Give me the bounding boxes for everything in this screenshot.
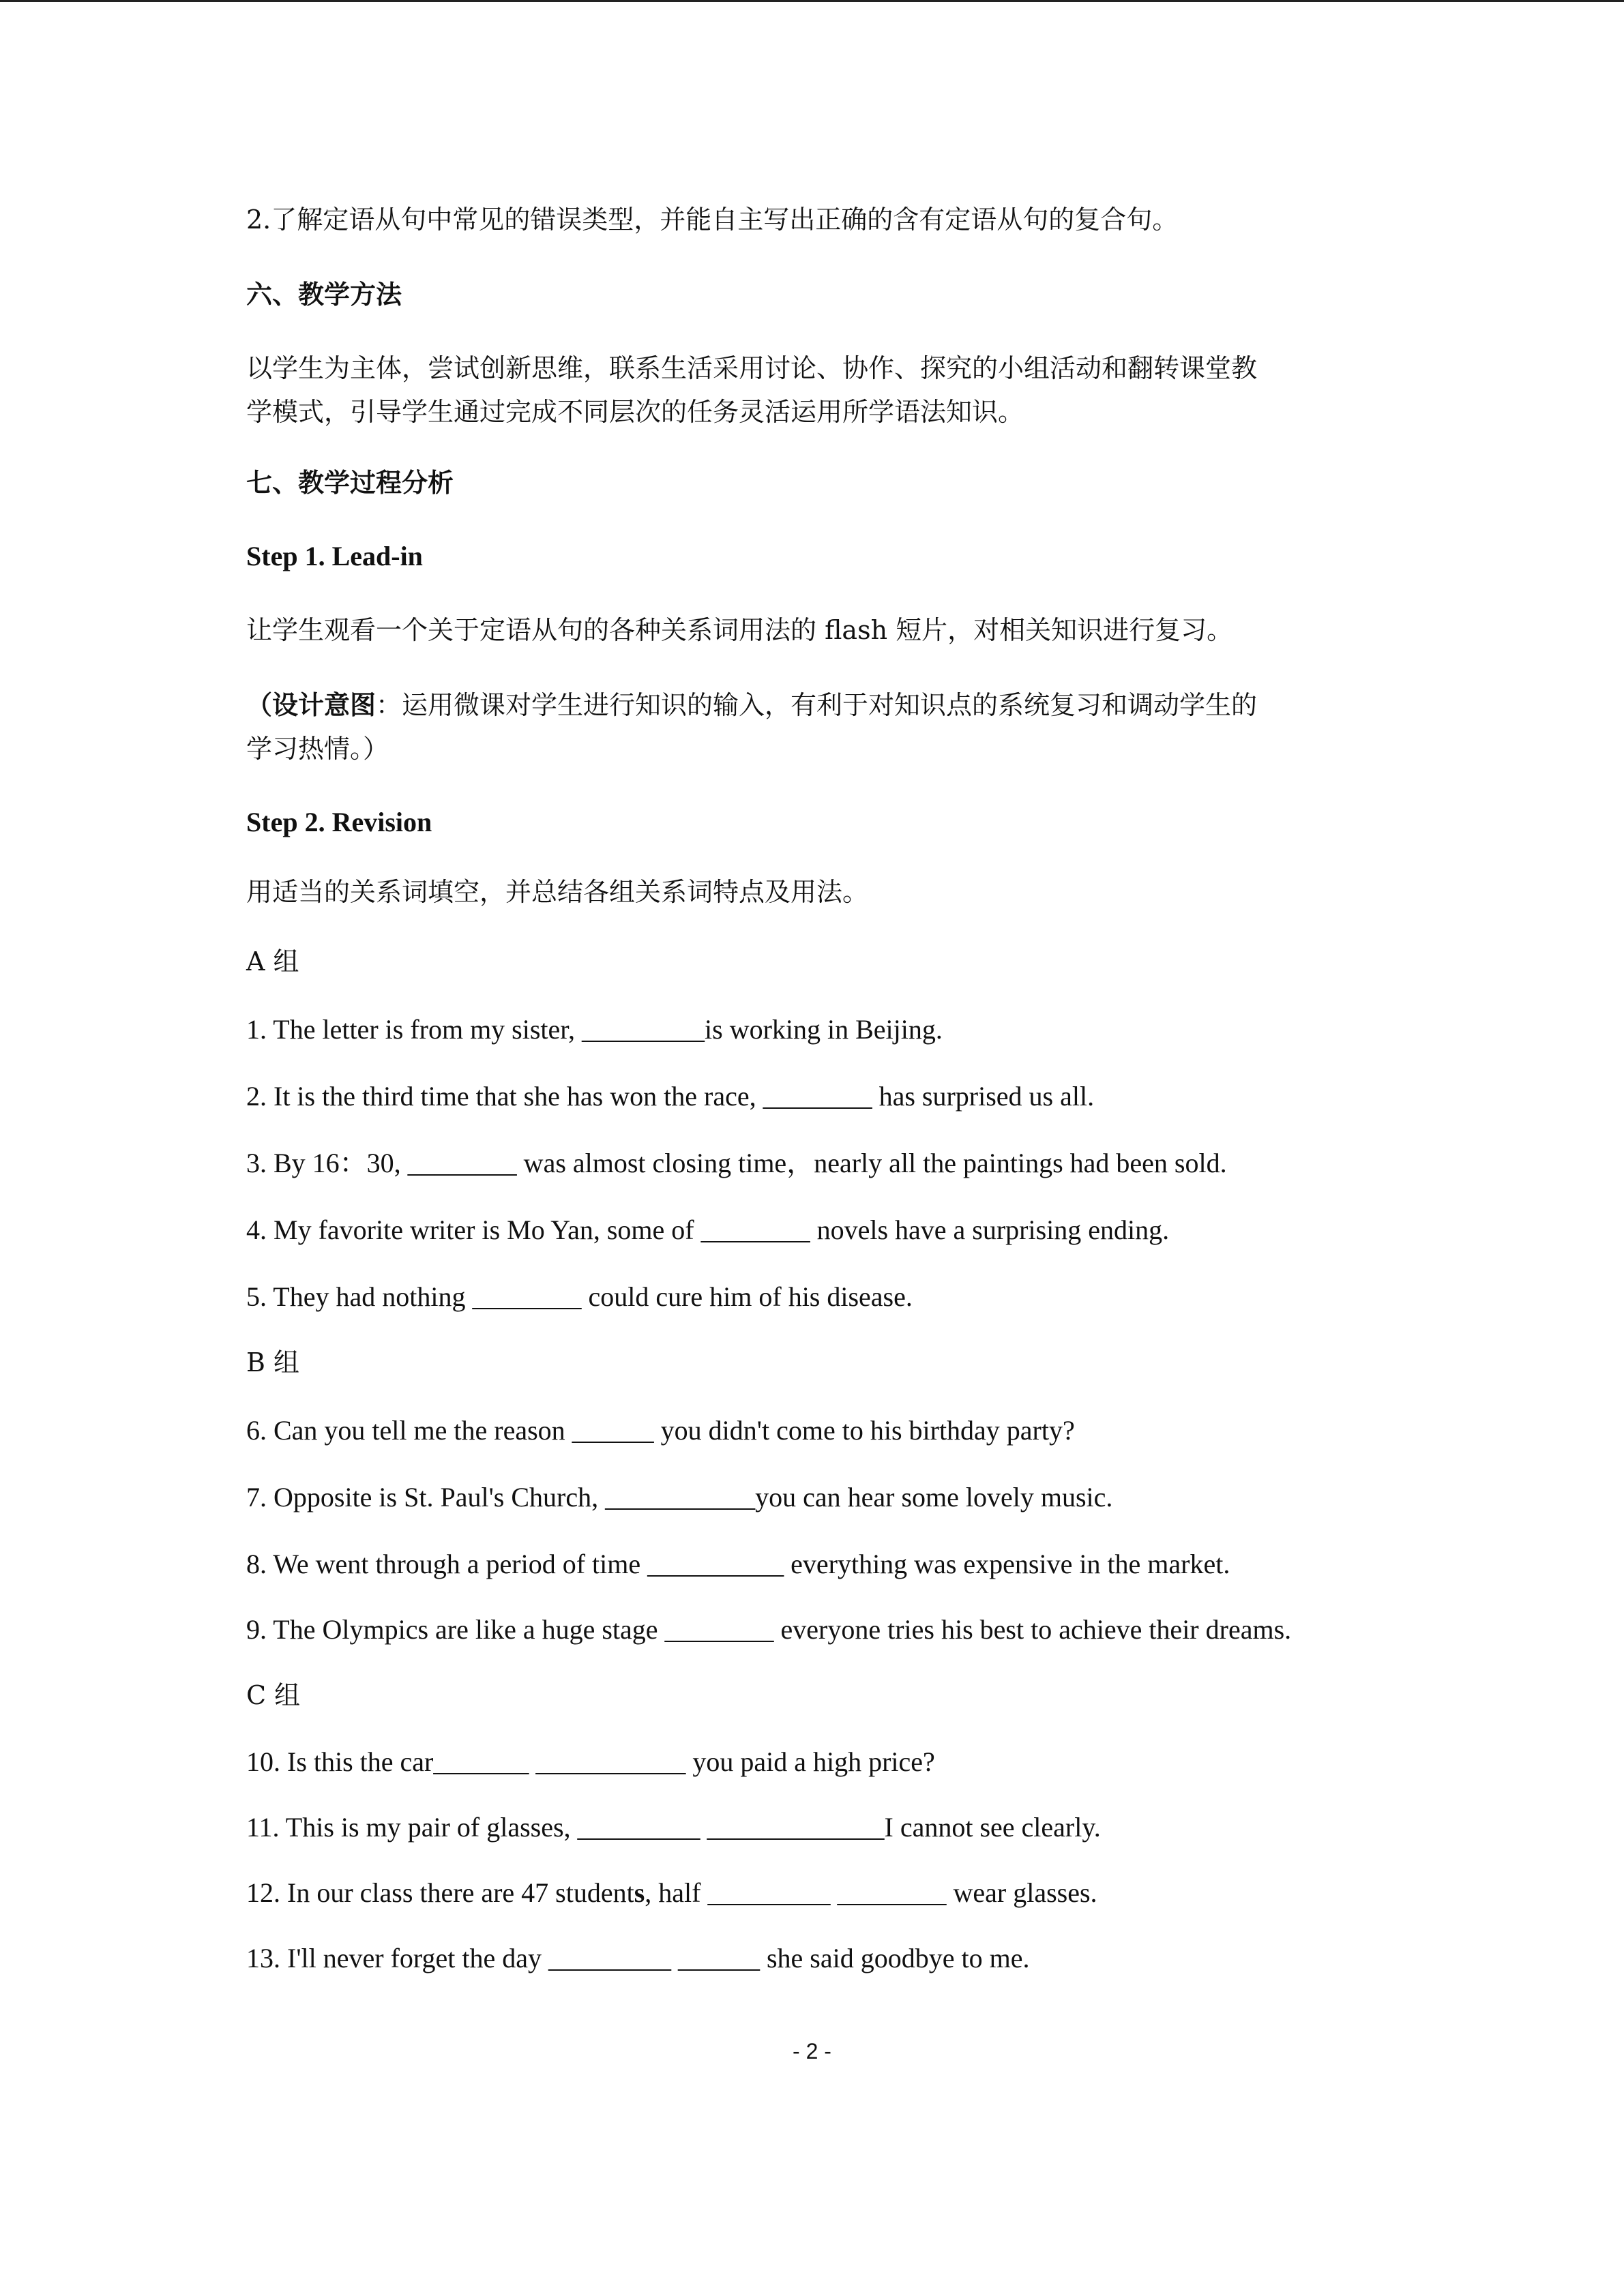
group-b-label: B 组 [246, 1347, 300, 1377]
teaching-method-line-2: 学模式，引导学生通过完成不同层次的任务灵活运用所学语法知识。 [246, 397, 1024, 427]
step-2-title: Step 2. Revision [246, 807, 432, 837]
exercise-11: 11. This is my pair of glasses, _________ _____________I cannot see clearly. [246, 1812, 1101, 1843]
exercise-5: 5. They had nothing ________ could cure him of his disease. [246, 1281, 913, 1312]
exercise-3: 3. By 16：30, ________ was almost closing time，nearly all the paintings had been sold. [246, 1148, 1227, 1178]
step-1-title: Step 1. Lead-in [246, 541, 423, 571]
exercise-12-text-start: 12. In our class there are 47 student [246, 1877, 634, 1908]
section-heading-teaching-method: 六、教学方法 [246, 279, 402, 310]
step-1-description: 让学生观看一个关于定语从句的各种关系词用法的 flash 短片，对相关知识进行复习。 [246, 615, 1233, 645]
group-a-label: A 组 [246, 946, 299, 976]
teaching-goal-2: 2.了解定语从句中常见的错误类型，并能自主写出正确的含有定语从句的复合句。 [246, 205, 1179, 235]
exercise-13: 13. I'll never forget the day _________ ______ she said goodbye to me. [246, 1943, 1030, 1973]
design-intent-label: （设计意图 [246, 689, 377, 720]
step-2-description: 用适当的关系词填空，并总结各组关系词特点及用法。 [246, 877, 869, 907]
exercise-8: 8. We went through a period of time __________ everything was expensive in the market. [246, 1549, 1230, 1579]
exercise-7: 7. Opposite is St. Paul's Church, ___________you can hear some lovely music. [246, 1482, 1113, 1512]
exercise-12 [246, 1871, 1378, 1915]
document-body [246, 198, 1378, 1980]
exercise-10: 10. Is this the car_______ ___________ you paid a high price? [246, 1746, 935, 1777]
design-intent-paragraph [246, 683, 1378, 771]
group-c-label: C 组 [246, 1680, 301, 1710]
exercise-12-bold-letter: s [634, 1877, 645, 1908]
page-number: - 2 - [793, 2039, 831, 2063]
exercise-9: 9. The Olympics are like a huge stage ________ everyone tries his best to achieve their dreams. [246, 1614, 1292, 1645]
page-top-border [0, 0, 1624, 2]
teaching-method-paragraph [246, 346, 1378, 434]
exercise-4: 4. My favorite writer is Mo Yan, some of ________ novels have a surprising ending. [246, 1214, 1170, 1245]
exercise-2: 2. It is the third time that she has won the race, ________ has surprised us all. [246, 1081, 1095, 1112]
section-heading-teaching-process: 七、教学过程分析 [246, 467, 454, 498]
design-intent-text: ：运用微课对学生进行知识的输入，有利于对知识点的系统复习和调动学生的 [376, 690, 1258, 720]
exercise-12-text-end: , half _________ ________ wear glasses. [645, 1877, 1097, 1908]
exercise-6: 6. Can you tell me the reason ______ you didn't come to his birthday party? [246, 1415, 1075, 1446]
exercise-1: 1. The letter is from my sister, _________is working in Beijing. [246, 1014, 943, 1045]
design-intent-line-1 [246, 683, 1378, 727]
design-intent-line-2: 学习热情。） [246, 734, 389, 764]
teaching-method-line-1: 以学生为主体，尝试创新思维，联系生活采用讨论、协作、探究的小组活动和翻转课堂教 [246, 353, 1258, 383]
